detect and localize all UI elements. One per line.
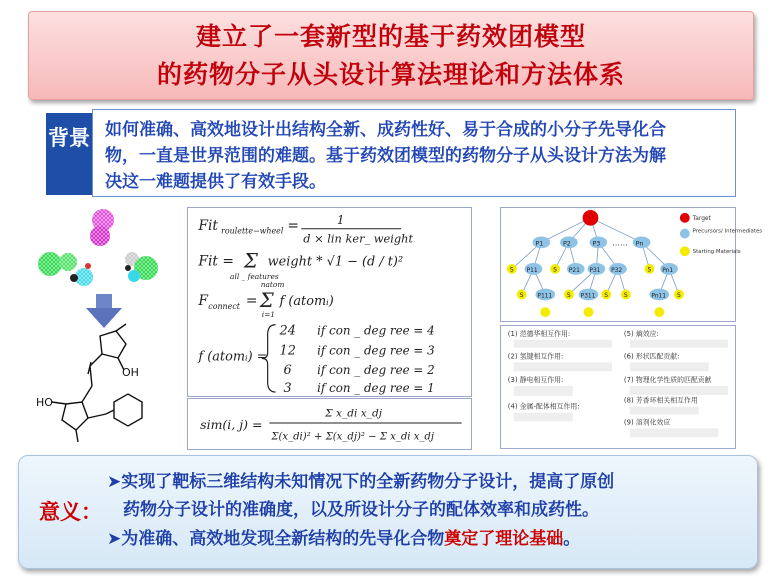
background-tag: 背景 — [46, 113, 92, 195]
fit-roulette-sub: roulette−wheel — [221, 226, 284, 236]
fitness-formulas-panel — [187, 207, 472, 397]
sim-numerator: Σ x_di x_dj — [325, 407, 383, 420]
svg-text:=: = — [245, 292, 258, 309]
fconnect-top: natom — [260, 280, 285, 290]
svg-text:S: S — [647, 267, 652, 274]
significance-bullet-1-line-2: 药物分子设计的准确度，以及所设计分子的配体效率和成药性。 — [123, 500, 599, 520]
chemical-structure — [52, 324, 142, 442]
svg-text:……: …… — [612, 238, 628, 248]
fconnect-sub: connect — [208, 301, 240, 311]
background-line-3: 决这一难题提供了有效手段。 — [105, 172, 326, 192]
equation-label: (8) 芳香环相关相互作用 — [623, 396, 698, 405]
oh-label-top: OH — [122, 366, 139, 379]
title-line-1: 建立了一套新型的基于药效团模型 — [195, 22, 586, 51]
svg-text:S: S — [604, 292, 608, 299]
svg-text:Σ: Σ — [243, 249, 258, 273]
synthesis-tree-diagram — [500, 207, 763, 322]
scoring-equations-panel — [500, 325, 736, 449]
svg-text:S: S — [676, 292, 681, 299]
case-value: 24 — [279, 323, 296, 339]
fit-roulette-denominator: d × lin ker_ weight — [303, 231, 414, 246]
svg-text:Σ: Σ — [259, 288, 274, 312]
significance-tag: 意义： — [39, 500, 102, 524]
fatom-lhs: f (atomᵢ) = — [198, 349, 268, 365]
equation-label: (6) 形状匹配贡献: — [623, 352, 680, 361]
svg-text:P1: P1 — [535, 239, 544, 248]
svg-text:S: S — [623, 292, 628, 299]
equation-label: (9) 溶剂化效应 — [623, 418, 671, 427]
precursor-nodes — [525, 236, 678, 300]
svg-text:P111: P111 — [537, 293, 553, 300]
equation-label: (5) 熵效应: — [623, 329, 659, 338]
fconnect-lhs: F — [198, 292, 209, 309]
case-value: 6 — [283, 363, 292, 379]
background-text-box — [92, 109, 736, 197]
equation-label: (7) 物理化学性质的匹配贡献 — [623, 376, 712, 385]
svg-text:Pn11: Pn11 — [651, 293, 667, 300]
sim-lhs: sim(i, j) = — [200, 416, 263, 432]
title-line-2: 的药物分子从头设计算法理论和方法体系 — [156, 60, 625, 89]
pharmacophore-molecule-figure — [28, 206, 178, 446]
fit-roulette-numerator: 1 — [336, 212, 345, 227]
fit-rhs: weight * √1 − (d / t)² — [267, 254, 404, 270]
background-line-2: 物，一直是世界范围的难题。基于药效团模型的药物分子从头设计方法为解 — [105, 146, 666, 166]
oh-label-bottom: HO — [36, 396, 53, 409]
case-condition: if con _ deg ree = 3 — [317, 343, 435, 358]
case-value: 3 — [283, 381, 292, 397]
equation-label: (3) 静电相互作用: — [507, 376, 564, 385]
equation-label: (4) 金属-配体相互作用: — [507, 402, 580, 411]
svg-text:S: S — [509, 267, 514, 274]
equation-label: (1) 范德华相互作用: — [507, 329, 571, 338]
svg-text:P21: P21 — [568, 267, 580, 274]
svg-text:P32: P32 — [611, 267, 623, 274]
significance-highlight: 奠定了理论基础 — [444, 529, 564, 549]
similarity-formula-panel — [187, 398, 472, 450]
svg-text:P311: P311 — [580, 293, 596, 300]
svg-text:Precursors/ Intermediates: Precursors/ Intermediates — [692, 228, 763, 235]
down-arrow-icon — [86, 294, 122, 328]
target-node — [583, 210, 599, 226]
svg-text:P31: P31 — [589, 267, 601, 274]
svg-text:P2: P2 — [562, 239, 571, 248]
significance-bullet-2-text: ➤为准确、高效地发现全新结构的先导化合物 — [107, 529, 445, 549]
background-line-1: 如何准确、高效地设计出结构全新、成药性好、易于合成的小分子先导化合 — [105, 120, 666, 140]
case-condition: if con _ deg ree = 1 — [317, 381, 435, 396]
svg-text:P11: P11 — [526, 267, 538, 274]
svg-text:Target: Target — [692, 215, 711, 222]
case-value: 12 — [279, 343, 296, 359]
fit-sum-sub: all _ features — [230, 272, 279, 282]
significance-bullet-1-line-1: ➤实现了靶标三维结构未知情况下的全新药物分子设计，提高了原创 — [107, 472, 615, 492]
fatom-cases — [279, 324, 435, 396]
pharmacophore-spheres — [38, 209, 158, 286]
fconnect-bottom: i=1 — [261, 309, 276, 319]
significance-box — [18, 455, 758, 569]
fconnect-rhs: f (atomᵢ) — [279, 293, 334, 309]
significance-bullet-2 — [107, 526, 580, 552]
svg-text:=: = — [287, 217, 300, 234]
equation-list — [508, 329, 728, 437]
tree-legend — [680, 213, 762, 256]
case-condition: if con _ deg ree = 2 — [317, 363, 435, 378]
svg-text:S: S — [566, 292, 571, 299]
fit-lhs: Fit = — [198, 253, 235, 270]
svg-text:P3: P3 — [592, 239, 601, 248]
sim-denominator: Σ(x_di)² + Σ(x_dj)² − Σ x_di x_dj — [271, 431, 435, 443]
svg-text:Starting Materials: Starting Materials — [692, 249, 741, 256]
title-banner — [28, 11, 754, 100]
svg-text:Pn1: Pn1 — [662, 267, 674, 274]
svg-text:S: S — [553, 267, 557, 274]
svg-text:S: S — [519, 292, 524, 299]
significance-bullet-2-end: 。 — [563, 529, 581, 549]
equation-label: (2) 氢键相互作用: — [507, 352, 564, 361]
case-condition: if con _ deg ree = 4 — [317, 323, 435, 338]
svg-text:Pn: Pn — [635, 239, 644, 248]
fit-roulette-lhs: Fit — [198, 217, 219, 234]
